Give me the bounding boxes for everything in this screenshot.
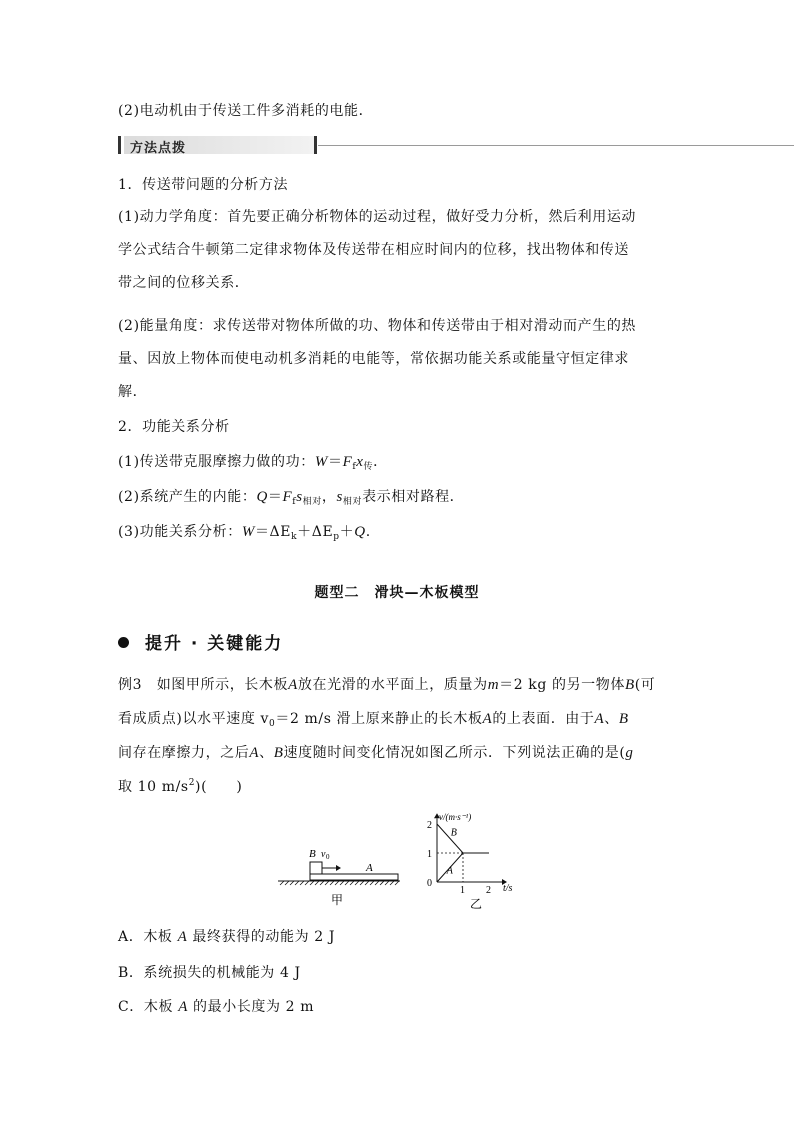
x-axis-label: t/s — [503, 883, 513, 894]
hatch-mark — [305, 881, 309, 885]
caption-yi: 乙 — [470, 897, 483, 911]
series-line-b — [437, 824, 489, 853]
hatch-mark — [380, 881, 384, 885]
heading-analysis: 1．传送带问题的分析方法 — [118, 177, 289, 193]
example-line: 例3 如图甲所示，长木板A放在光滑的水平面上，质量为m＝2 kg 的另一物体B(可 — [118, 677, 656, 693]
label-b: B — [309, 848, 316, 860]
hatch-mark — [360, 881, 364, 885]
hatch-mark — [350, 881, 354, 885]
figure-yi-chart — [415, 808, 535, 913]
hatch-mark — [345, 881, 349, 885]
hatch-mark — [285, 881, 289, 885]
hatch-mark — [330, 881, 334, 885]
hatch-mark — [310, 881, 314, 885]
hatch-mark — [385, 881, 389, 885]
hatch-mark — [280, 881, 284, 885]
example-line: 看成质点)以水平速度 $v_0=2$ m/s 滑上原来静止的长木板A的上表面．由于A、B — [118, 711, 629, 729]
text-line: 学公式结合牛顿第二定律求物体及传送带在相应时间内的位移，找出物体和传送 — [118, 242, 629, 258]
option-c: C．木板 A 的最小长度为 2 m — [118, 999, 315, 1015]
label-v0: v — [321, 849, 326, 860]
hatch-mark — [315, 881, 319, 885]
hatch-mark — [390, 881, 394, 885]
x-tick-label: 2 — [486, 885, 491, 896]
y-tick-label: 2 — [427, 820, 432, 831]
arrow-head — [336, 865, 341, 871]
y-tick-label: 1 — [427, 849, 432, 860]
heading-energy: 2．功能关系分析 — [118, 419, 230, 435]
option-a: A．木板 A 最终获得的动能为 2 J — [118, 929, 336, 945]
bullet-icon — [118, 637, 129, 648]
section-title: 题型二 滑块—木板模型 — [314, 585, 480, 601]
hatch-mark — [370, 881, 374, 885]
banner-bar — [118, 136, 121, 154]
x-tick-label: 1 — [460, 885, 465, 896]
hatch-mark — [295, 881, 299, 885]
hatch-mark — [300, 881, 304, 885]
text-line: (1)动力学角度：首先要正确分析物体的运动过程，做好受力分析，然后利用运动 — [118, 209, 637, 225]
ground-hatch — [280, 881, 399, 885]
board-a — [310, 874, 398, 880]
hatch-mark — [340, 881, 344, 885]
skill-heading: 提升 · 关键能力 — [118, 629, 283, 654]
text-line: (2)能量角度：求传送带对物体所做的功、物体和传送带由于相对滑动而产生的热 — [118, 318, 637, 334]
hatch-mark — [290, 881, 294, 885]
text-line: 带之间的位移关系． — [118, 275, 250, 291]
label-a: A — [366, 862, 373, 874]
hatch-mark — [355, 881, 359, 885]
y-axis-label: v/(m·s⁻¹) — [439, 812, 472, 822]
hatch-mark — [320, 881, 324, 885]
block-b — [310, 862, 322, 874]
hatch-mark — [335, 881, 339, 885]
figure-jia — [270, 840, 410, 910]
formula-work: (1)传送带克服摩擦力做的功：$W=F_fx_传$． — [118, 454, 388, 472]
option-b: B．系统损失的机械能为 4 J — [118, 965, 301, 981]
text-line: 解． — [118, 384, 148, 400]
banner-label: 方法点拨 — [130, 141, 187, 156]
text-line: 量、因放上物体而使电动机多消耗的电能等，常依据功能关系或能量守恒定律求 — [118, 351, 629, 367]
label-v0-sub: 0 — [326, 853, 330, 861]
caption-jia: 甲 — [331, 893, 344, 907]
banner-rule — [318, 145, 794, 146]
hatch-mark — [365, 881, 369, 885]
y-tick-label: 0 — [427, 878, 432, 889]
example-line: 间存在摩擦力，之后A、B速度随时间变化情况如图乙所示．下列说法正确的是(g — [118, 745, 634, 761]
formula-heat: (2)系统产生的内能：$Q=F_fs_{相对}$，$s_{相对}$表示相对路程． — [118, 489, 465, 507]
text-line: (2)电动机由于传送工件多消耗的电能． — [118, 103, 374, 119]
formula-energy: (3)功能关系分析：$W=\Delta E_k+\Delta E_p+Q$. — [118, 524, 371, 542]
series-label-a: A — [446, 865, 453, 877]
method-banner — [118, 136, 678, 154]
hatch-mark — [375, 881, 379, 885]
banner-separator — [314, 136, 317, 154]
series-label-b: B — [450, 827, 457, 839]
hatch-mark — [325, 881, 329, 885]
example-line: 取 10 $m/s^2$)( ) — [118, 778, 243, 795]
hatch-mark — [395, 881, 399, 885]
